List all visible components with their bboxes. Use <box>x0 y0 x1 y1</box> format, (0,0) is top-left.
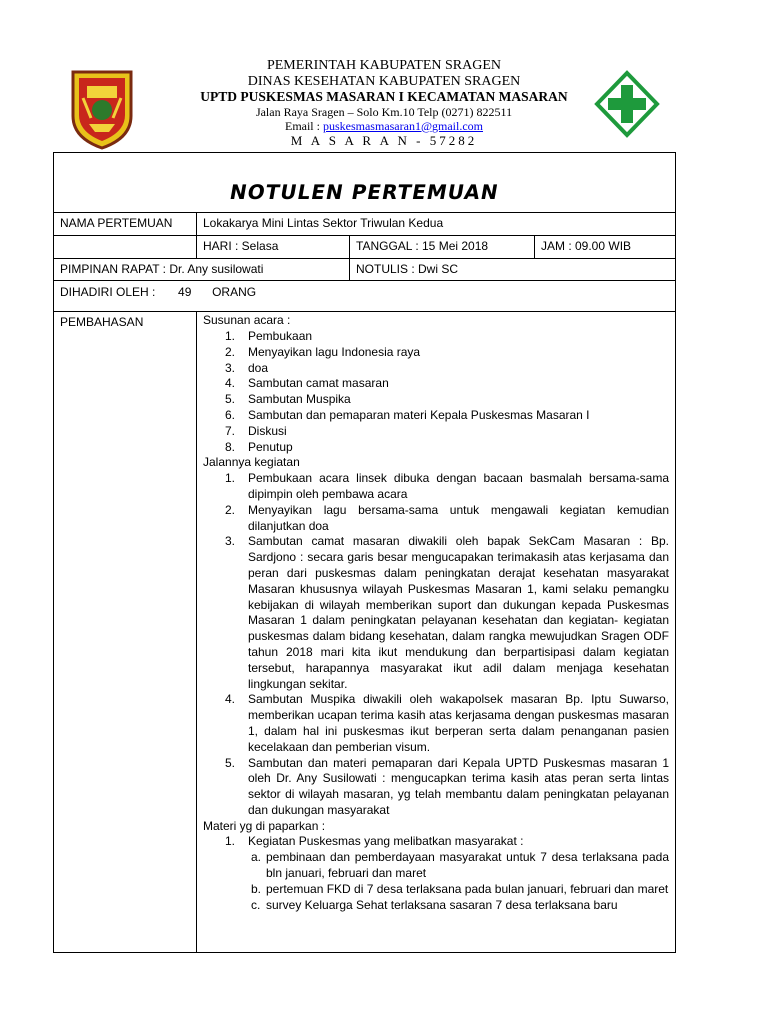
list-item: a. pembinaan dan pemberdayaan masyarakat untuk 7 desa terlaksana pada bln januari, februari dan maret <box>251 850 669 881</box>
list-item: 4. Sambutan camat masaran <box>225 376 389 391</box>
material-heading: Materi yg di paparkan : <box>203 818 326 833</box>
discussion-content <box>197 312 675 952</box>
email-label: Email : <box>284 118 320 133</box>
attendance-unit: ORANG <box>212 285 257 300</box>
attendance-row <box>54 281 675 312</box>
list-item: b. pertemuan FKD di 7 desa terlaksana pada bulan januari, februari dan maret <box>251 881 669 896</box>
material-sublist <box>203 850 669 913</box>
discussion-row <box>54 312 675 952</box>
list-item: 2. Menyayikan lagu bersama-sama untuk mengawali kegiatan kemudian dilanjutkan doa <box>225 502 669 533</box>
meeting-day: HARI : Selasa <box>197 236 350 258</box>
date-row-spacer <box>54 236 197 258</box>
document-title: NOTULEN PERTEMUAN <box>228 179 501 204</box>
list-item: 7. Diskusi <box>225 423 287 438</box>
list-item: 3. Sambutan camat masaran diwakili oleh bapak SekCam Masaran : Bp. Sardjono : secara garis besar mengucapakan terimakasih atas kerjasama dan peran dari puskesmas dalam peningkatan derajat kesehatan masyarakat Masaran khususnya wilayah Puskesmas Masaran 1, kami selaku pemangku kebijakan di wilayah memberikan suport dan dukungan kepada Puskesmas Masaran 1 dalam peningkatan pelayanan kesehatan dan kegiatan- kegiatan puskesmas dalam bidang kesehatan, dalam rangka mewujudkan Sragen ODF tahun 2018 mari kita ikut mendukung dan berpartisipasi dalam kegiatan tersebut, harapannya masyarakat ikut adil dalam menjaga kesehatan lingkungan sekitar. <box>225 534 669 691</box>
list-item: 6. Sambutan dan pemaparan materi Kepala Puskesmas Masaran I <box>225 407 590 422</box>
meeting-name-row <box>54 213 675 236</box>
list-item: 5. Sambutan dan materi pemaparan dari Kepala UPTD Puskesmas masaran 1 oleh Dr. Any Susilowati : mengucapkan terima kasih atas peran serta lintas sektor di wilayah masaran, yg telah membantu dalam peningkatan pelayanan dan dukungan masyarakat <box>225 755 669 817</box>
email-link[interactable]: puskesmasmasaran1@gmail.com <box>322 118 483 133</box>
header-address: Jalan Raya Sragen – Solo Km.10 Telp (0271) 822511 <box>255 104 513 119</box>
meeting-chair: PIMPINAN RAPAT : Dr. Any susilowati <box>54 259 350 281</box>
list-item: c. survey Keluarga Sehat terlaksana sasaran 7 desa terlaksana baru <box>251 897 618 912</box>
chair-row <box>54 259 675 282</box>
attendance-label: DIHADIRI OLEH : <box>60 285 156 300</box>
list-item: 1. Pembukaan acara linsek dibuka dengan bacaan basmalah bersama-sama dipimpin oleh pembawa acara <box>225 471 669 501</box>
list-item: 2. Menyayikan lagu Indonesia raya <box>225 344 421 359</box>
proceedings-heading: Jalannya kegiatan <box>203 455 300 470</box>
meeting-time: JAM : 09.00 WIB <box>541 238 632 253</box>
header-line-3: UPTD PUSKESMAS MASARAN I KECAMATAN MASARAN <box>200 89 568 104</box>
list-item: 4. Sambutan Muspika diwakili oleh wakapolsek masaran Bp. Iptu Suwarso, memberikan ucapan terima kasih atas kerjasama dengan puskesmas masaran 1, dalam hal ini puskesmas ikut berperan serta dalam penanganan pasien kecelakaan dan pemberian visum. <box>225 692 669 754</box>
meeting-notetaker: NOTULIS : Dwi SC <box>356 261 459 276</box>
material-list <box>203 834 669 850</box>
meeting-name-label: NAMA PERTEMUAN <box>54 213 197 235</box>
list-item: 1. Kegiatan Puskesmas yang melibatkan masyarakat : <box>225 834 524 849</box>
meeting-date: TANGGAL : 15 Mei 2018 <box>350 236 535 258</box>
title-row <box>54 153 675 213</box>
agenda-heading: Susunan acara : <box>203 313 291 328</box>
meeting-name-value: Lokakarya Mini Lintas Sektor Triwulan Kedua <box>203 216 444 230</box>
list-item: 1. Pembukaan <box>225 328 313 343</box>
header-line-2: DINAS KESEHATAN KABUPATEN SRAGEN <box>247 73 521 89</box>
header-email-line <box>0 119 768 133</box>
proceedings-list <box>203 471 669 819</box>
discussion-label: PEMBAHASAN <box>54 312 197 952</box>
list-item: 3. doa <box>225 360 269 375</box>
agenda-list <box>203 329 669 455</box>
letterhead <box>0 58 768 148</box>
header-line-1: PEMERINTAH KABUPATEN SRAGEN <box>266 58 502 73</box>
minutes-table <box>53 152 676 953</box>
list-item: 8. Penutup <box>225 439 293 454</box>
header-postal: M A S A R A N - 57282 <box>290 132 478 148</box>
date-row <box>54 236 675 259</box>
attendance-count: 49 <box>178 285 192 300</box>
list-item: 5. Sambutan Muspika <box>225 392 351 407</box>
attendance <box>54 281 675 311</box>
